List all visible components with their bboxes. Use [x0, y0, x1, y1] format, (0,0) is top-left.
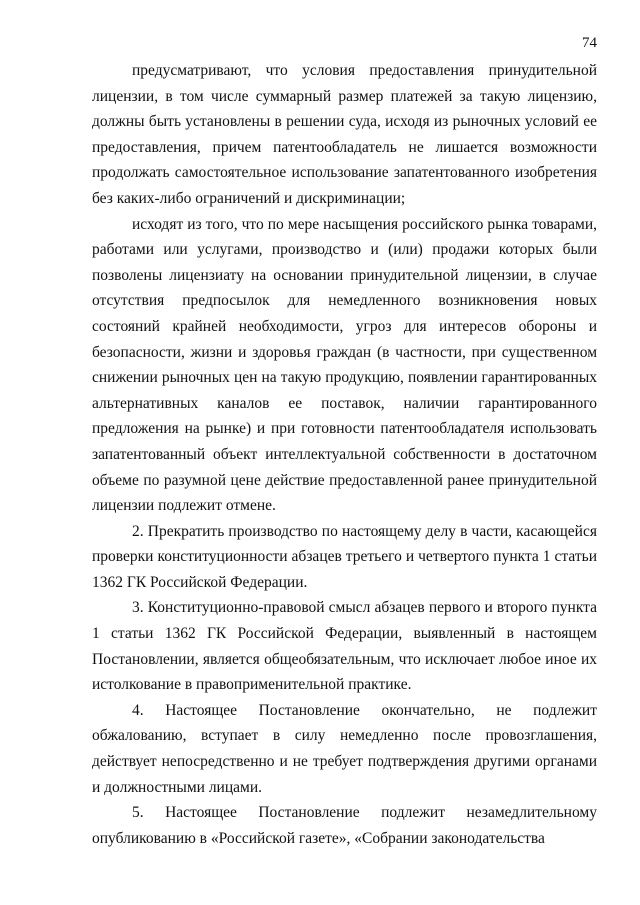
paragraph: 3. Конституционно-правовой смысл абзацев первого и второго пункта 1 статьи 1362 ГК Российской Федерации, выявленный в настоящем Постановлении, является общеобязательным, что исключает любое иное их истолкование в правоприменительной практике. — [92, 599, 597, 694]
paragraph: предусматривают, что условия предоставления принудительной лицензии, в том числе суммарный размер платежей за такую лицензию, должны быть установлены в решении суда, исходя из рыночных условий ее предоставления, причем патентообладатель не лишается возможности продолжать самостоятельное использование запатентованного изобретения без каких-либо ограничений и дискриминации; — [92, 62, 597, 207]
document-body — [92, 58, 597, 851]
paragraph: 4. Настоящее Постановление окончательно, не подлежит обжалованию, вступает в силу немедленно после провозглашения, действует непосредственно и не требует подтверждения другими органами и должностными лицами. — [92, 701, 597, 796]
paragraph: 2. Прекратить производство по настоящему делу в части, касающейся проверки конституционности абзацев третьего и четвертого пункта 1 статьи 1362 ГК Российской Федерации. — [92, 522, 597, 591]
paragraph: исходят из того, что по мере насыщения российского рынка товарами, работами или услугами, производство и (или) продажи которых были позволены лицензиату на основании принудительной лицензии, в случае отсутствия предпосылок для немедленного возникновения новых состояний крайней необходимости, угроз для интересов обороны и безопасности, жизни и здоровья граждан (в частности, при существенном снижении рыночных цен на такую продукцию, появлении гарантированных альтернативных каналов ее поставок, наличии гарантированного предложения на рынке) и при готовности патентообладателя использовать запатентованный объект интеллектуальной собственности в достаточном объеме по разумной цене действие предоставленной ранее принудительной лицензии подлежит отмене. — [92, 215, 597, 515]
paragraph: 5. Настоящее Постановление подлежит незамедлительному опубликованию в «Российской газете», «Собрании законодательства — [92, 804, 597, 847]
page-number: 74 — [582, 35, 597, 51]
